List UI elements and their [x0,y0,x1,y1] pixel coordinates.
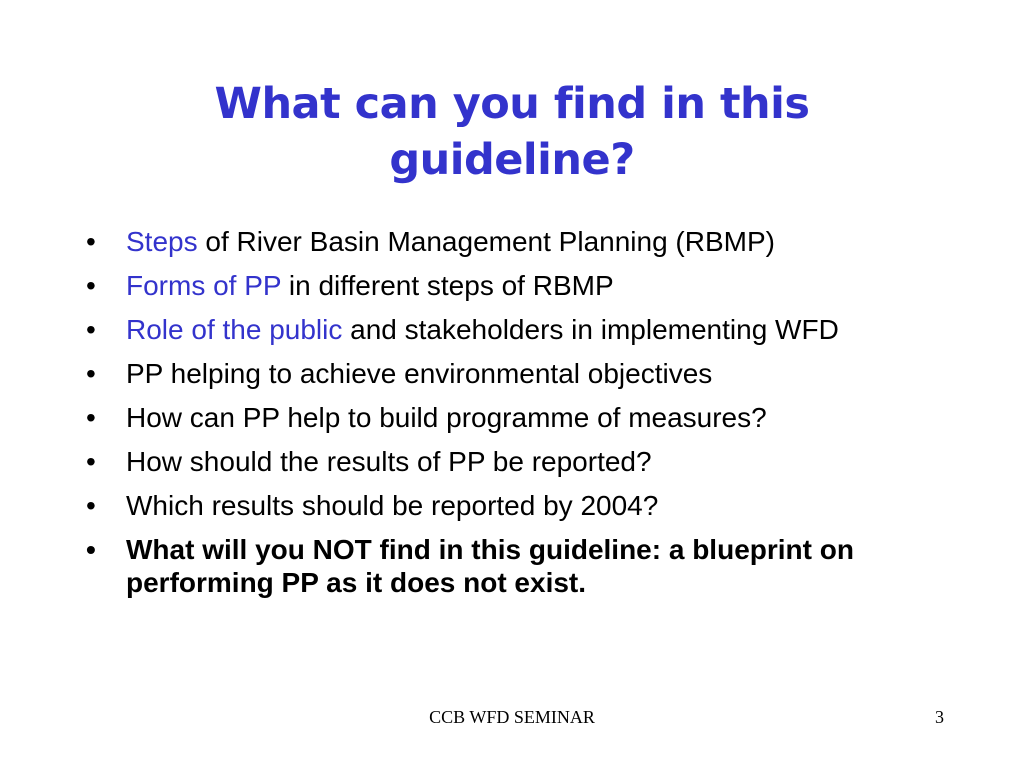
bullet-dot: • [86,358,96,389]
bullet-item [86,225,946,258]
bullet-text: and stakeholders in implementing WFD [342,314,839,345]
bullet-item [86,489,946,522]
bullet-dot: • [86,402,96,433]
bullet-text: PP helping to achieve environmental objectives [126,358,713,389]
bullet-item [86,269,946,302]
bullet-highlight: Role of the public [126,314,343,345]
slide-title-line-2: guideline? [389,135,635,185]
bullet-item-emphasis [86,533,946,599]
bullet-item [86,401,946,434]
bullet-dot: • [86,446,96,477]
bullet-dot: • [86,314,96,345]
bullet-text: in different steps of RBMP [281,270,614,301]
bullet-text: How can PP help to build programme of measures? [126,402,767,433]
page-number: 3 [935,707,944,727]
bullet-highlight: Steps [126,226,198,257]
bullet-dot: • [86,490,96,521]
bullet-dot: • [86,226,96,257]
bullet-item [86,313,946,346]
footer-title: CCB WFD SEMINAR [429,707,595,727]
bullet-dot: • [86,270,96,301]
slide-title [80,76,944,188]
bullet-text: How should the results of PP be reported? [126,446,652,477]
bullet-text: What will you NOT find in this guideline: a blueprint on performing PP as it does not exist. [126,534,854,598]
bullet-item [86,357,946,390]
bullet-text: Which results should be reported by 2004? [126,490,659,521]
slide-title-line-1: What can you find in this [214,79,810,129]
bullet-list [86,225,946,610]
bullet-highlight: Forms of PP [126,270,282,301]
bullet-text: of River Basin Management Planning (RBMP) [197,226,775,257]
bullet-item [86,445,946,478]
bullet-dot: • [86,534,96,565]
